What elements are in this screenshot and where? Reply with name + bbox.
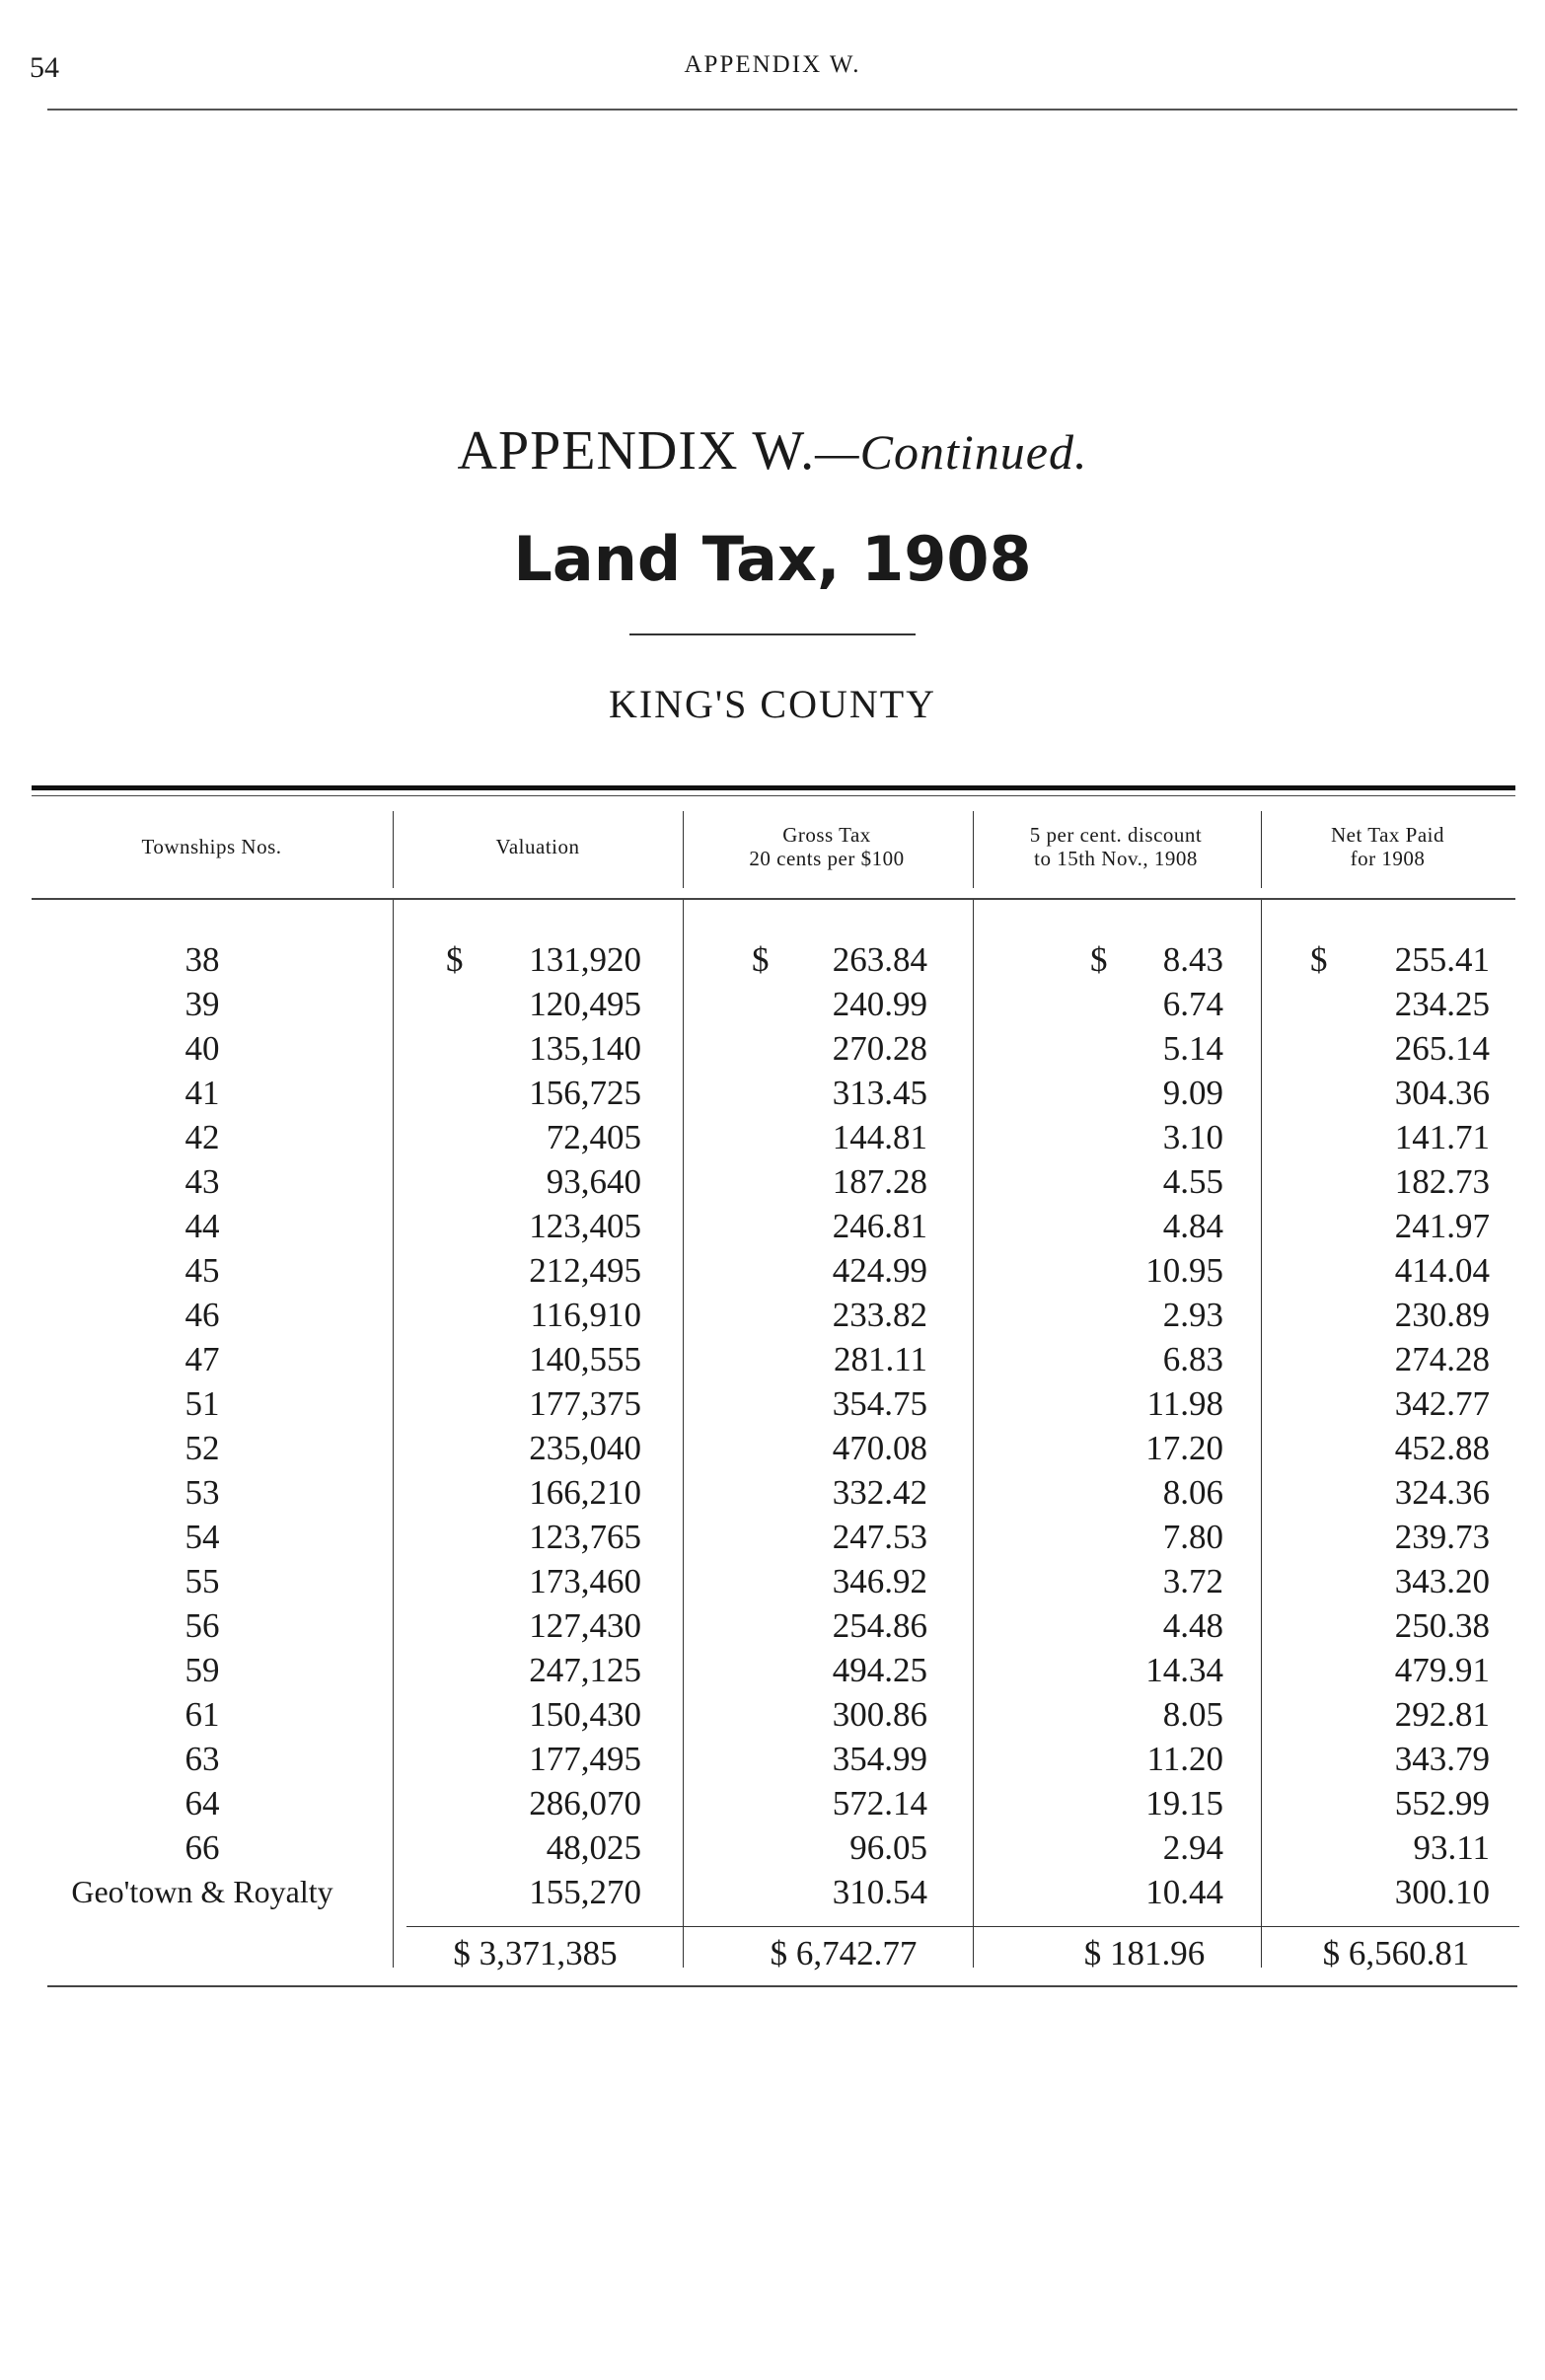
table-row (0, 1692, 1545, 1737)
valuation-cell: 177,495 (529, 1740, 641, 1778)
table-row (0, 1737, 1545, 1781)
header-rule (47, 109, 1517, 111)
table-row (0, 1515, 1545, 1559)
discount-cell: 2.94 (1162, 1828, 1223, 1867)
discount-cell: 6.83 (1162, 1340, 1223, 1378)
totals-row (0, 1929, 1545, 1978)
valuation-cell: 120,495 (529, 985, 641, 1023)
table-row (0, 1426, 1545, 1470)
valuation-cell: 127,430 (529, 1606, 641, 1645)
discount-cell: 4.48 (1162, 1606, 1223, 1645)
valuation-cell: 286,070 (529, 1784, 641, 1822)
net-tax-cell: 239.73 (1394, 1518, 1490, 1556)
valuation-cell: 155,270 (529, 1873, 641, 1911)
valuation-cell: 48,025 (546, 1828, 641, 1867)
discount-cell: 17.20 (1145, 1429, 1223, 1467)
net-tax-cell: 300.10 (1394, 1873, 1490, 1911)
valuation-cell: 212,495 (529, 1251, 641, 1290)
township-cell: 56 (184, 1606, 220, 1645)
currency-symbol: $ (1090, 940, 1108, 979)
currency-symbol: $ (446, 940, 464, 979)
township-cell: 39 (184, 985, 220, 1023)
totals-bottom-rule (47, 1985, 1517, 1987)
gross-tax-cell: 494.25 (832, 1651, 927, 1689)
total-net-tax: $ 6,560.81 (1322, 1934, 1470, 1972)
table-row (0, 1870, 1545, 1914)
township-cell: 43 (184, 1162, 220, 1201)
valuation-cell: 93,640 (546, 1162, 641, 1201)
col-header-line: 20 cents per $100 (749, 847, 905, 870)
col-header-gross-tax (684, 807, 970, 886)
valuation-cell: 123,765 (529, 1518, 641, 1556)
gross-tax-cell: 144.81 (832, 1118, 927, 1156)
net-tax-cell: 241.97 (1394, 1207, 1490, 1245)
gross-tax-cell: 310.54 (832, 1873, 927, 1911)
township-cell: 52 (184, 1429, 220, 1467)
township-cell: 40 (184, 1029, 220, 1068)
gross-tax-cell: 424.99 (832, 1251, 927, 1290)
township-cell: 45 (184, 1251, 220, 1290)
discount-cell: 14.34 (1145, 1651, 1223, 1689)
gross-tax-cell: 270.28 (832, 1029, 927, 1068)
col-header-township (32, 807, 392, 886)
table-row (0, 1115, 1545, 1159)
table-row (0, 1559, 1545, 1603)
column-divider (683, 811, 684, 888)
discount-cell: 4.55 (1162, 1162, 1223, 1201)
total-valuation: $ 3,371,385 (453, 1934, 618, 1972)
total-gross-tax: $ 6,742.77 (770, 1934, 918, 1972)
totals-top-rule (406, 1926, 1519, 1927)
discount-cell: 11.98 (1146, 1384, 1223, 1423)
page-title: Land Tax, 1908 (513, 523, 1032, 595)
township-cell: 47 (184, 1340, 220, 1378)
valuation-cell: 140,555 (529, 1340, 641, 1378)
page-number: 54 (30, 51, 59, 84)
valuation-cell: 72,405 (546, 1118, 641, 1156)
gross-tax-cell: 313.45 (832, 1074, 927, 1112)
gross-tax-cell: 354.75 (832, 1384, 927, 1423)
table-row (0, 1026, 1545, 1071)
table-row (0, 1381, 1545, 1426)
col-header-line: 5 per cent. discount (1029, 823, 1203, 847)
table-row (0, 1248, 1545, 1293)
township-cell: 51 (184, 1384, 220, 1423)
township-cell: 59 (184, 1651, 220, 1689)
table-row (0, 1825, 1545, 1870)
discount-cell: 11.20 (1146, 1740, 1223, 1778)
gross-tax-cell: 254.86 (832, 1606, 927, 1645)
net-tax-cell: 552.99 (1394, 1784, 1490, 1822)
title-rule (629, 633, 916, 635)
net-tax-cell: 93.11 (1413, 1828, 1490, 1867)
valuation-cell: 131,920 (529, 940, 641, 979)
township-cell: 46 (184, 1296, 220, 1334)
township-cell: 66 (184, 1828, 220, 1867)
valuation-cell: 166,210 (529, 1473, 641, 1512)
gross-tax-cell: 572.14 (832, 1784, 927, 1822)
discount-cell: 3.72 (1162, 1562, 1223, 1600)
table-row (0, 1204, 1545, 1248)
col-header-line: Townships Nos. (141, 835, 282, 858)
discount-cell: 7.80 (1162, 1518, 1223, 1556)
net-tax-cell: 342.77 (1394, 1384, 1490, 1423)
running-head: APPENDIX W. (684, 51, 861, 78)
net-tax-cell: 141.71 (1394, 1118, 1490, 1156)
currency-symbol: $ (752, 940, 770, 979)
county-heading: KING'S COUNTY (608, 682, 937, 726)
header-bottom-rule (32, 898, 1515, 900)
township-cell: 38 (184, 940, 220, 979)
table-row (0, 1293, 1545, 1337)
net-tax-cell: 343.20 (1394, 1562, 1490, 1600)
discount-cell: 8.05 (1162, 1695, 1223, 1734)
net-tax-cell: 304.36 (1394, 1074, 1490, 1112)
gross-tax-cell: 96.05 (849, 1828, 927, 1867)
table-row (0, 1071, 1545, 1115)
net-tax-cell: 274.28 (1394, 1340, 1490, 1378)
discount-cell: 10.95 (1145, 1251, 1223, 1290)
township-cell: 42 (184, 1118, 220, 1156)
valuation-cell: 173,460 (529, 1562, 641, 1600)
township-cell: 64 (184, 1784, 220, 1822)
valuation-cell: 116,910 (530, 1296, 641, 1334)
table-row (0, 1781, 1545, 1825)
township-cell: 61 (184, 1695, 220, 1734)
discount-cell: 5.14 (1162, 1029, 1223, 1068)
col-header-line: Valuation (495, 835, 580, 858)
net-tax-cell: 255.41 (1394, 940, 1490, 979)
table-row (0, 1470, 1545, 1515)
township-cell: 55 (184, 1562, 220, 1600)
discount-cell: 10.44 (1145, 1873, 1223, 1911)
appendix-title (0, 419, 1545, 483)
table-row (0, 982, 1545, 1026)
township-cell: 54 (184, 1518, 220, 1556)
net-tax-cell: 250.38 (1394, 1606, 1490, 1645)
net-tax-cell: 414.04 (1394, 1251, 1490, 1290)
column-divider (1261, 811, 1262, 888)
discount-cell: 4.84 (1162, 1207, 1223, 1245)
net-tax-cell: 292.81 (1394, 1695, 1490, 1734)
discount-cell: 6.74 (1162, 985, 1223, 1023)
net-tax-cell: 182.73 (1394, 1162, 1490, 1201)
valuation-cell: 135,140 (529, 1029, 641, 1068)
township-cell: 63 (184, 1740, 220, 1778)
gross-tax-cell: 263.84 (832, 940, 927, 979)
gross-tax-cell: 246.81 (832, 1207, 927, 1245)
table-top-rule-thin (32, 795, 1515, 796)
gross-tax-cell: 233.82 (832, 1296, 927, 1334)
township-cell: 41 (184, 1074, 220, 1112)
gross-tax-cell: 240.99 (832, 985, 927, 1023)
col-header-line: for 1908 (1350, 847, 1426, 870)
valuation-cell: 235,040 (529, 1429, 641, 1467)
column-divider (973, 811, 974, 888)
table-row (0, 1648, 1545, 1692)
table-row (0, 1603, 1545, 1648)
gross-tax-cell: 247.53 (832, 1518, 927, 1556)
valuation-cell: 156,725 (529, 1074, 641, 1112)
net-tax-cell: 230.89 (1394, 1296, 1490, 1334)
net-tax-cell: 324.36 (1394, 1473, 1490, 1512)
column-divider (393, 811, 394, 888)
net-tax-cell: 265.14 (1394, 1029, 1490, 1068)
table-row (0, 1159, 1545, 1204)
net-tax-cell: 234.25 (1394, 985, 1490, 1023)
net-tax-cell: 479.91 (1394, 1651, 1490, 1689)
township-cell: Geo'town & Royalty (71, 1874, 333, 1909)
col-header-discount (973, 807, 1259, 886)
discount-cell: 9.09 (1162, 1074, 1223, 1112)
col-header-valuation (395, 807, 681, 886)
discount-cell: 19.15 (1145, 1784, 1223, 1822)
valuation-cell: 123,405 (529, 1207, 641, 1245)
discount-cell: 8.06 (1162, 1473, 1223, 1512)
col-header-line: Gross Tax (782, 823, 871, 847)
valuation-cell: 177,375 (529, 1384, 641, 1423)
net-tax-cell: 343.79 (1394, 1740, 1490, 1778)
gross-tax-cell: 281.11 (834, 1340, 927, 1378)
table-top-rule (32, 785, 1515, 790)
gross-tax-cell: 187.28 (832, 1162, 927, 1201)
discount-cell: 8.43 (1162, 940, 1223, 979)
continued-label: —Continued. (815, 424, 1088, 480)
valuation-cell: 150,430 (529, 1695, 641, 1734)
discount-cell: 3.10 (1162, 1118, 1223, 1156)
gross-tax-cell: 346.92 (832, 1562, 927, 1600)
gross-tax-cell: 354.99 (832, 1740, 927, 1778)
township-cell: 44 (184, 1207, 220, 1245)
currency-symbol: $ (1310, 940, 1328, 979)
col-header-net-tax (1262, 807, 1513, 886)
table-row (0, 937, 1545, 982)
gross-tax-cell: 300.86 (832, 1695, 927, 1734)
table-row (0, 1337, 1545, 1381)
discount-cell: 2.93 (1162, 1296, 1223, 1334)
gross-tax-cell: 470.08 (832, 1429, 927, 1467)
col-header-line: to 15th Nov., 1908 (1034, 847, 1198, 870)
net-tax-cell: 452.88 (1394, 1429, 1490, 1467)
col-header-line: Net Tax Paid (1331, 823, 1444, 847)
township-cell: 53 (184, 1473, 220, 1512)
total-discount: $ 181.96 (1083, 1934, 1206, 1972)
gross-tax-cell: 332.42 (832, 1473, 927, 1512)
appendix-label: APPENDIX W. (457, 420, 816, 482)
valuation-cell: 247,125 (529, 1651, 641, 1689)
